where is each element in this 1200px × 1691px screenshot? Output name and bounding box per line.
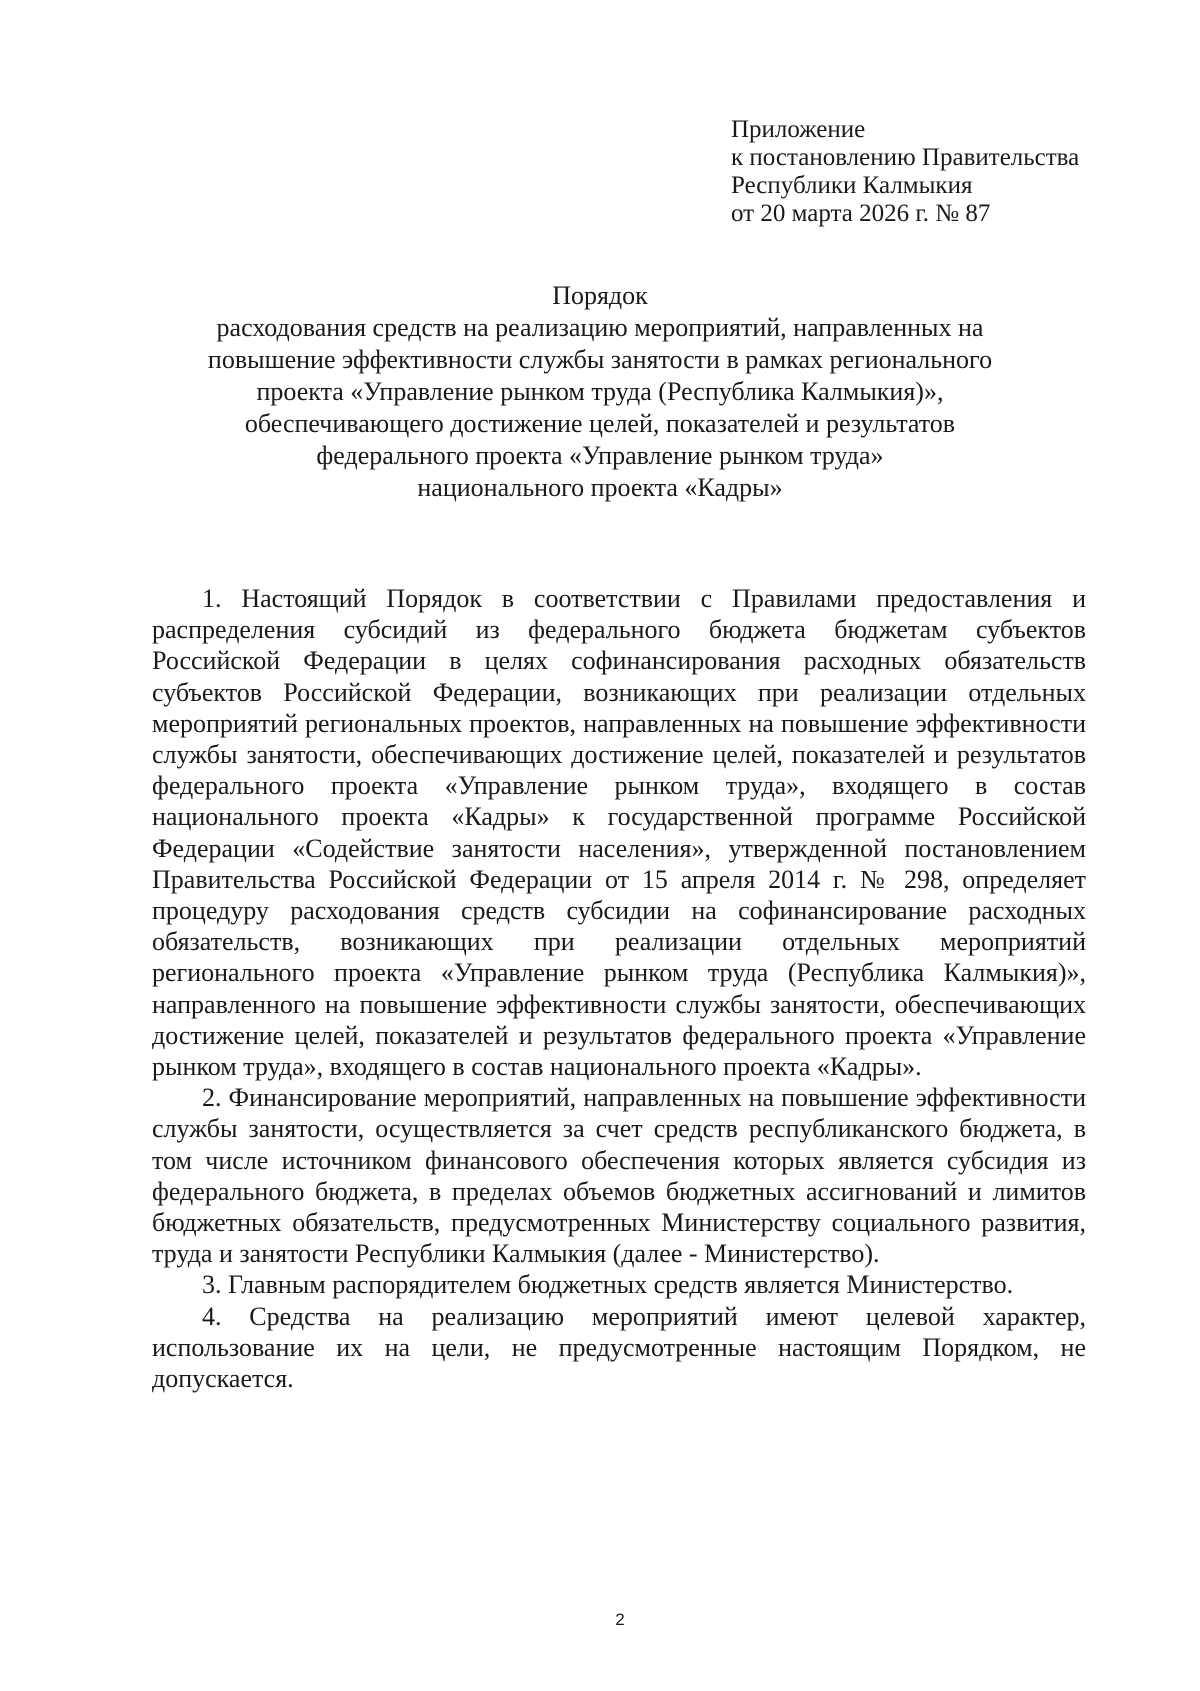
paragraph-2: 2. Финансирование мероприятий, направленных на повышение эффективности службы занятости, осуществляется за счет средств республиканского бюджета, в том числе источником финансового обеспечения которых является субсидия из федерального бюджета, в пределах объемов бюджетных ассигнований и лимитов бюджетных обязательств, предусмотренных Министерству социального развития, труда и занятости Республики Калмыкия (далее - Министерство). [152,1083,1086,1269]
paragraph-3: 3. Главным распорядителем бюджетных средств является Министерство. [202,1270,1014,1300]
page-number: 2 [615,1610,625,1629]
title-line: проекта «Управление рынком труда (Республика Калмыкия)», [256,377,944,406]
appendix-government: Республики Калмыкия [731,172,973,199]
document-title [150,280,1050,504]
title-line: национального проекта «Кадры» [417,473,783,502]
title-line: федерального проекта «Управление рынком труда» [316,441,884,470]
paragraph-1: 1. Настоящий Порядок в соответствии с Правилами предоставления и распределения субсидий из федерального бюджета бюджетам субъектов Российской Федерации в целях софинансирования расходных обязательств субъектов Российской Федерации, возникающих при реализации отдельных мероприятий региональных проектов, направленных на повышение эффективности службы занятости, обеспечивающих достижение целей, показателей и результатов федерального проекта «Управление рынком труда», входящего в состав национального проекта «Кадры» к государственной программе Российской Федерации «Содействие занятости населения», утвержденной постановлением Правительства Российской Федерации от 15 апреля 2014 г. № 298, определяет процедуру расходования средств субсидии на софинансирование расходных обязательств, возникающих при реализации отдельных мероприятий регионального проекта «Управление рынком труда (Республика Калмыкия)», направленного на повышение эффективности службы занятости, обеспечивающих достижение целей, показателей и результатов федерального проекта «Управление рынком труда», входящего в состав национального проекта «Кадры». [152,584,1086,1082]
title-line: обеспечивающего достижение целей, показателей и результатов [244,409,956,438]
title-line: повышение эффективности службы занятости в рамках регионального [207,345,993,374]
title-line: расходования средств на реализацию мероприятий, направленных на [216,313,984,342]
appendix-date-number: от 20 марта 2026 г. № 87 [731,200,991,227]
paragraph-4: 4. Средства на реализацию мероприятий имеют целевой характер, использование их на цели, не предусмотренные настоящим Порядком, не допускается. [152,1301,1086,1394]
document-body [152,583,1086,1394]
appendix-block [731,116,1151,228]
appendix-reference: к постановлению Правительства [731,144,1080,171]
appendix-label: Приложение [731,116,866,143]
title-heading: Порядок [552,281,648,310]
